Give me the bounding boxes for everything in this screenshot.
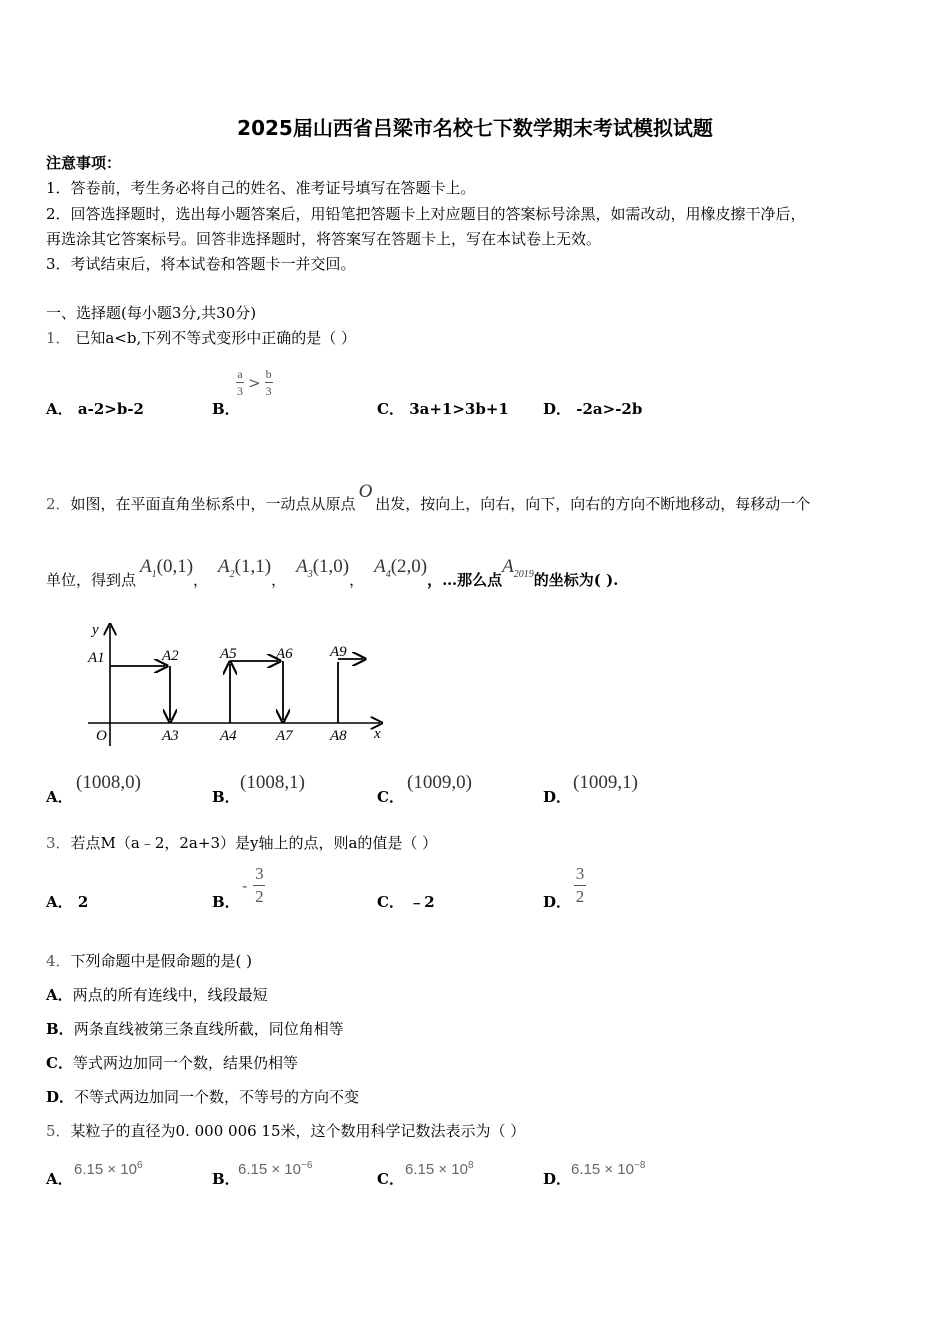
question-4: 4．下列命题中是假命题的是( ) [46, 952, 253, 970]
graph-label-a9: A9 [330, 644, 347, 660]
q3-option-c[interactable]: C． ﹣2 [377, 893, 435, 911]
point-a3: $A_3(1,0)$ [296, 556, 350, 580]
q3-option-b-label[interactable]: B． [212, 893, 240, 911]
q2-option-b-value: (1008,1) [240, 772, 305, 793]
q1-option-b-formula: $\frac{a}{3}$ > $\frac{b}{3}$ [237, 367, 272, 398]
question-3: 3．若点M（a﹣2，2a+3）是y轴上的点，则a的值是（ ） [46, 834, 438, 852]
graph-label-a6: A6 [276, 646, 293, 662]
q2-option-b-label[interactable]: B． [212, 788, 240, 806]
q1-option-d[interactable]: D． -2a>-2b [543, 400, 643, 418]
point-a1: $A_1(0,1)$ [140, 556, 194, 580]
q1-option-b-label[interactable]: B． [212, 400, 240, 418]
q2-option-d-value: (1009,1) [573, 772, 638, 793]
q3-option-d-value: $\frac{3}{2}$ [575, 864, 585, 906]
graph-label-a4: A4 [220, 728, 237, 744]
origin-symbol: O [358, 481, 373, 502]
point-a4: $A_4(2,0)$ [374, 556, 428, 580]
q5-option-c-value: $6.15 \times 10^8$ [405, 1160, 474, 1178]
graph-label-a2: A2 [162, 648, 179, 664]
q5-option-d-value: $6.15 \times 10^{-8}$ [571, 1160, 646, 1178]
q5-option-b-label[interactable]: B． [212, 1170, 240, 1188]
page-title: 2025届山西省吕梁市名校七下数学期末考试模拟试题 [237, 116, 713, 140]
q3-option-b-value: - $\frac{3}{2}$ [242, 864, 264, 906]
graph-label-a5: A5 [220, 646, 237, 662]
coordinate-graph [80, 618, 400, 748]
q2-option-a-label[interactable]: A． [46, 788, 73, 806]
notice-line-1: 1．答卷前，考生务必将自己的姓名、准考证号填写在答题卡上。 [46, 179, 476, 197]
notice-line-3: 3．考试结束后，将本试卷和答题卡一并交回。 [46, 255, 356, 273]
q1-option-c[interactable]: C． 3a+1>3b+1 [377, 400, 509, 418]
question-5: 5．某粒子的直径为0. 000 006 15米，这个数用科学记数法表示为（ ） [46, 1122, 526, 1140]
q5-option-a-value: $6.15 \times 10^6$ [74, 1160, 143, 1178]
q2-option-a-value: (1008,0) [76, 772, 141, 793]
q2-option-c-label[interactable]: C． [377, 788, 404, 806]
question-2-line-1: 2．如图，在平面直角坐标系中，一动点从原点O出发，按向上，向右，向下，向右的方向不断地移动，每移动一个 [46, 481, 811, 513]
q1-option-a[interactable]: A． a-2>b-2 [46, 400, 144, 418]
q5-option-a-label[interactable]: A． [46, 1170, 73, 1188]
section-heading: 一、选择题(每小题3分,共30分) [46, 304, 257, 322]
question-1 [46, 327, 356, 348]
q4-option-c[interactable]: C．等式两边加同一个数，结果仍相等 [46, 1054, 298, 1072]
y-axis-label: y [92, 622, 99, 638]
notice-line-2b: 再选涂其它答案标号。回答非选择题时，将答案写在答题卡上，写在本试卷上无效。 [46, 230, 602, 248]
q3-option-a[interactable]: A． 2 [46, 893, 89, 911]
graph-label-a7: A7 [276, 728, 293, 744]
point-target: $A_{2019}$ [502, 556, 534, 580]
question-number: 1． [46, 329, 71, 347]
q3-option-d-label[interactable]: D． [543, 893, 572, 911]
q5-option-d-label[interactable]: D． [543, 1170, 572, 1188]
question-2-line-2: 单位，得到点 $A_1(0,1)$ ， $A_2(1,1)$ ， $A_3(1,0)$ ， $A_4(2,0)$ ， …那么点 $A_{2019}$ 的坐标为( ). [46, 556, 619, 590]
q2-option-d-label[interactable]: D． [543, 788, 572, 806]
graph-label-a1: A1 [88, 650, 105, 666]
q4-option-b[interactable]: B．两条直线被第三条直线所截，同位角相等 [46, 1020, 344, 1038]
origin-label: O [96, 728, 107, 744]
q5-option-b-value: $6.15 \times 10^{-6}$ [238, 1160, 313, 1178]
point-a2: $A_2(1,1)$ [218, 556, 272, 580]
graph-label-a8: A8 [330, 728, 347, 744]
question-text: 已知a<b,下列不等式变形中正确的是（ ） [75, 329, 356, 347]
notice-line-2a: 2．回答选择题时，选出每小题答案后，用铅笔把答题卡上对应题目的答案标号涂黑，如需改动，用橡皮擦干净后， [46, 205, 806, 223]
x-axis-label: x [374, 726, 381, 742]
q5-option-c-label[interactable]: C． [377, 1170, 404, 1188]
q2-option-c-value: (1009,0) [407, 772, 472, 793]
q4-option-a[interactable]: A．两点的所有连线中，线段最短 [46, 986, 268, 1004]
graph-label-a3: A3 [162, 728, 179, 744]
q4-option-d[interactable]: D．不等式两边加同一个数，不等号的方向不变 [46, 1088, 360, 1106]
notice-heading: 注意事项： [46, 154, 122, 172]
